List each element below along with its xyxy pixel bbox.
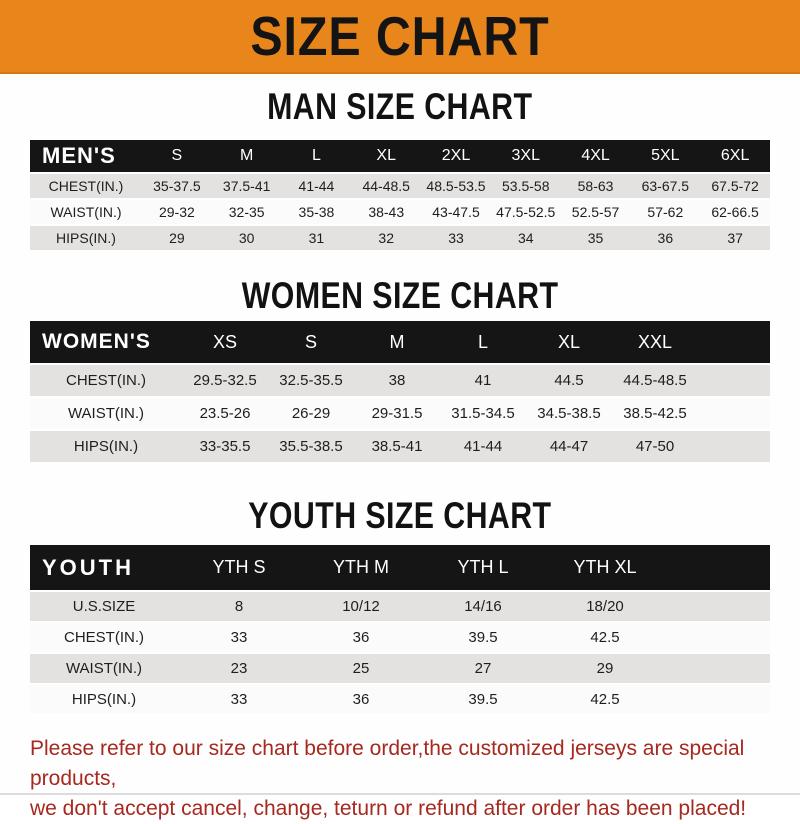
bottom-edge-line: [0, 793, 800, 795]
table-row: [30, 685, 770, 716]
size-value: 41-44: [463, 438, 503, 455]
size-column-header: XL: [376, 147, 396, 164]
size-value: 42.5: [590, 691, 620, 708]
size-value: 29-32: [158, 204, 195, 220]
size-value: 67.5-72: [711, 178, 759, 194]
size-column-header: YTH L: [457, 557, 509, 577]
row-label: WAIST(IN.): [50, 204, 122, 220]
table-row: [30, 592, 770, 623]
row-label: CHEST(IN.): [66, 372, 146, 389]
footer-notice: [30, 734, 772, 824]
size-value: 44-47: [549, 438, 589, 455]
size-column-header: M: [239, 147, 254, 164]
size-value: 29: [169, 230, 185, 246]
women-heading-wrap: [0, 276, 800, 316]
row-label: HIPS(IN.): [73, 438, 139, 455]
table-row: [30, 365, 770, 398]
size-value: 31.5-34.5: [451, 405, 515, 422]
youth-heading-wrap: [0, 496, 800, 536]
banner-title: SIZE CHART: [250, 4, 550, 67]
size-value: 41-44: [298, 178, 335, 194]
size-value: 33: [448, 230, 464, 246]
size-value: 39.5: [468, 629, 498, 646]
size-value: 29-31.5: [371, 405, 423, 422]
size-value: 44-48.5: [362, 178, 410, 194]
size-value: 33: [230, 629, 248, 646]
table-corner-label: YOUTH: [42, 554, 134, 580]
size-value: 35-37.5: [153, 178, 201, 194]
banner: [0, 0, 800, 74]
size-value: 47.5-52.5: [496, 204, 556, 220]
size-value: 32-35: [228, 204, 265, 220]
youth-section-heading: YOUTH SIZE CHART: [248, 495, 552, 536]
size-value: 32.5-35.5: [279, 372, 343, 389]
size-column-header: 2XL: [441, 147, 471, 164]
size-column-header: 3XL: [511, 147, 540, 164]
size-value: 38.5-42.5: [623, 405, 687, 422]
size-column-header: S: [171, 147, 183, 164]
table-row: [30, 174, 770, 200]
size-value: 34: [517, 230, 534, 246]
notice-line-1: Please refer to our size chart before order,the customized jerseys are special products,: [30, 737, 745, 790]
size-column-header: S: [304, 331, 317, 352]
notice-line-2: we don't accept cancel, change, teturn or refund after order has been placed!: [30, 797, 747, 820]
table-header-row: [30, 545, 770, 592]
size-value: 23: [230, 660, 248, 677]
size-column-header: YTH M: [333, 557, 389, 577]
size-value: 29.5-32.5: [193, 372, 257, 389]
size-column-header: L: [477, 331, 488, 352]
youth-size-table: [30, 545, 770, 716]
section-men: [0, 87, 800, 252]
size-value: 26-29: [291, 405, 331, 422]
size-value: 30: [238, 230, 255, 246]
size-value: 62-66.5: [711, 204, 759, 220]
table-row: [30, 431, 770, 464]
size-value: 33-35.5: [199, 438, 251, 455]
size-value: 35.5-38.5: [279, 438, 343, 455]
size-column-header: YTH XL: [573, 557, 637, 577]
size-value: 36: [352, 629, 370, 646]
size-value: 42.5: [590, 629, 620, 646]
size-value: 43-47.5: [432, 204, 480, 220]
table-header-row: [30, 321, 770, 365]
size-value: 25: [352, 660, 370, 677]
size-value: 44.5: [554, 372, 584, 389]
size-column-header: XXL: [637, 331, 673, 352]
size-value: 27: [474, 660, 492, 677]
row-label: HIPS(IN.): [56, 230, 116, 246]
men-heading-wrap: [0, 87, 800, 127]
size-value: 32: [378, 230, 394, 246]
size-value: 18/20: [586, 598, 624, 615]
size-column-header: YTH S: [212, 557, 266, 577]
size-value: 23.5-26: [199, 405, 251, 422]
table-row: [30, 654, 770, 685]
size-value: 36: [352, 691, 370, 708]
section-youth: [0, 496, 800, 716]
size-column-header: XL: [557, 331, 581, 352]
size-value: 8: [234, 598, 244, 615]
size-value: 34.5-38.5: [537, 405, 601, 422]
size-value: 37.5-41: [222, 178, 271, 194]
size-value: 35-38: [298, 204, 335, 220]
size-value: 39.5: [468, 691, 498, 708]
women-section-heading: WOMEN SIZE CHART: [241, 275, 559, 316]
size-value: 63-67.5: [641, 178, 690, 194]
row-label: HIPS(IN.): [71, 691, 137, 708]
size-value: 31: [308, 230, 325, 246]
men-section-heading: MAN SIZE CHART: [267, 86, 533, 127]
size-value: 33: [230, 691, 248, 708]
size-value: 14/16: [464, 598, 502, 615]
table-corner-label: WOMEN'S: [42, 330, 151, 353]
size-value: 48.5-53.5: [426, 178, 486, 194]
size-value: 41: [474, 372, 492, 389]
size-value: 57-62: [647, 204, 684, 220]
table-corner-label: MEN'S: [42, 143, 116, 168]
table-header-row: [30, 140, 770, 174]
size-value: 58-63: [577, 178, 614, 194]
table-row: [30, 226, 770, 252]
section-women: [0, 276, 800, 464]
size-column-header: 6XL: [720, 147, 750, 164]
table-row: [30, 200, 770, 226]
row-label: WAIST(IN.): [67, 405, 145, 422]
size-value: 44.5-48.5: [623, 372, 687, 389]
row-label: WAIST(IN.): [65, 660, 143, 677]
size-value: 38: [388, 372, 406, 389]
row-label: CHEST(IN.): [48, 178, 124, 194]
size-value: 37: [727, 230, 743, 246]
size-value: 52.5-57: [571, 204, 620, 220]
size-value: 29: [596, 660, 614, 677]
table-row: [30, 398, 770, 431]
men-size-table: [30, 140, 770, 252]
size-column-header: 4XL: [581, 147, 610, 164]
size-value: 38.5-41: [371, 438, 423, 455]
size-value: 38-43: [368, 204, 405, 220]
size-column-header: M: [389, 331, 405, 352]
size-value: 10/12: [342, 598, 380, 615]
table-row: [30, 623, 770, 654]
row-label: CHEST(IN.): [64, 629, 144, 646]
size-column-header: L: [311, 147, 321, 164]
size-value: 53.5-58: [502, 178, 550, 194]
row-label: U.S.SIZE: [72, 598, 136, 615]
size-column-header: 5XL: [651, 147, 680, 164]
women-size-table: [30, 321, 770, 464]
size-value: 47-50: [635, 438, 675, 455]
size-value: 36: [657, 230, 674, 246]
size-value: 35: [587, 230, 604, 246]
size-column-header: XS: [212, 331, 237, 352]
